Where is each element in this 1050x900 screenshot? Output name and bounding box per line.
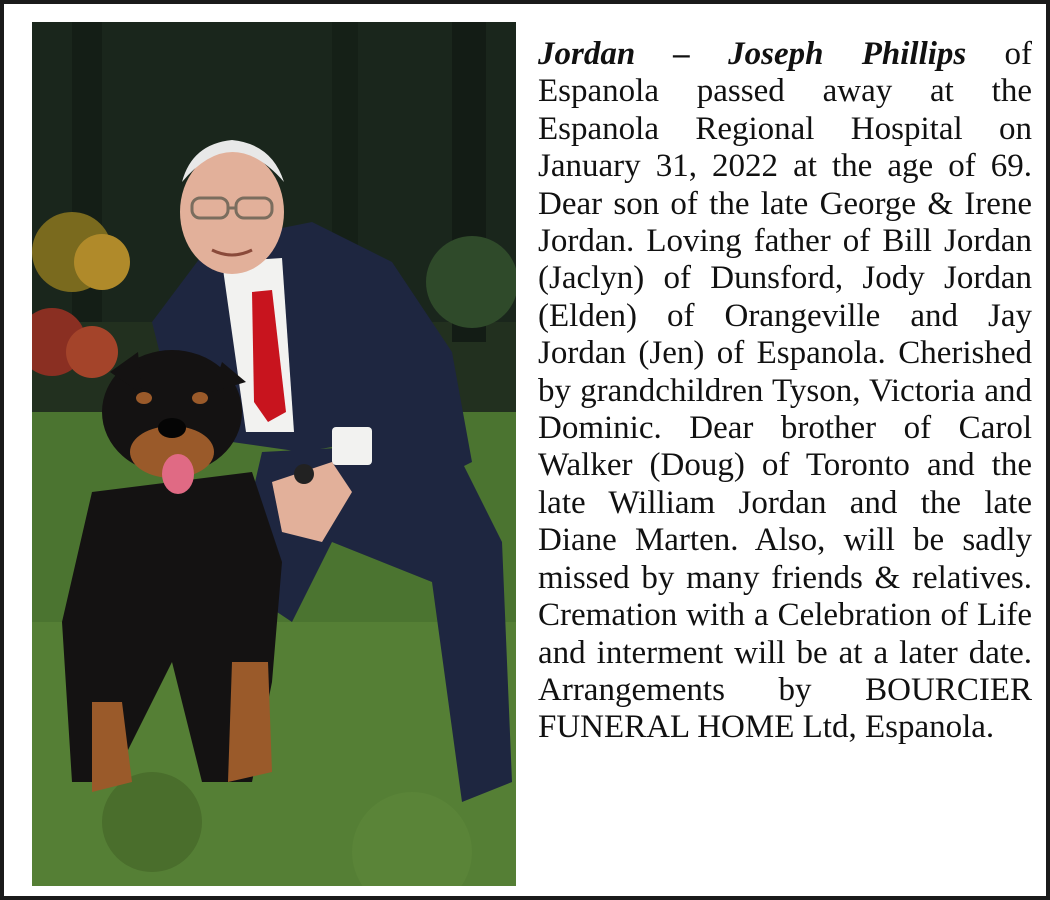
- obituary-body: of Espanola passed away at the Espanola Regional Hospital on January 31, 2022 at the age of 69. Dear son of the late George & Irene Jordan. Loving father of Bill Jordan (Jaclyn) of Dunsford, Jody Jordan (Elden) of Orangeville and Jay Jordan (Jen) of Espanola. Cherished by grandchildren Tyson, Victoria and Dominic. Dear brother of Carol Walker (Doug) of Toronto and the late William Jordan and the late Diane Marten. Also, will be sadly missed by many friends & relatives. Cremation with a Celebration of Life and interment will be at a later date. Arrangements by BOURCIER FUNERAL HOME Ltd, Espanola.: [538, 36, 1032, 746]
- portrait-photo: [32, 22, 516, 886]
- portrait-photo-icon: [32, 22, 516, 886]
- obituary-text: [538, 36, 1032, 747]
- deceased-name: Jordan – Joseph Phillips: [538, 36, 967, 72]
